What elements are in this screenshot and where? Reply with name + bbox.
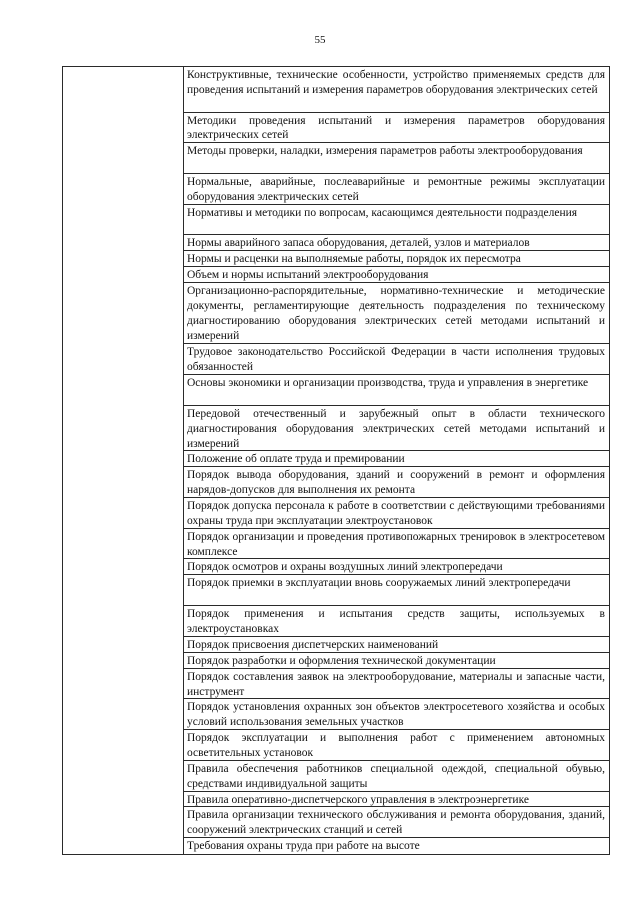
table-row: Правила организации технического обслуживания и ремонта оборудования, зданий, сооружений электрических станций и сетей xyxy=(184,807,609,838)
table-row: Правила оперативно-диспетчерского управления в электроэнергетике xyxy=(184,792,609,808)
table-row: Организационно-распорядительные, нормативно-технические и методические документы, регламентирующие деятельность подразделения по техническому диагностированию оборудования электрических сетей методами испытаний и измерений xyxy=(184,283,609,344)
table-row: Порядок вывода оборудования, зданий и сооружений в ремонт и оформления нарядов-допусков для выполнения их ремонта xyxy=(184,467,609,498)
table-row: Порядок осмотров и охраны воздушных линий электропередачи xyxy=(184,559,609,575)
table-row: Порядок допуска персонала к работе в соответствии с действующими требованиями охраны труда при эксплуатации электроустановок xyxy=(184,498,609,529)
table-row: Нормальные, аварийные, послеаварийные и ремонтные режимы эксплуатации оборудования электрических сетей xyxy=(184,174,609,205)
table-row: Трудовое законодательство Российской Федерации в части исполнения трудовых обязанностей xyxy=(184,344,609,375)
table-row: Нормы аварийного запаса оборудования, деталей, узлов и материалов xyxy=(184,235,609,251)
table-row: Порядок эксплуатации и выполнения работ с применением автономных осветительных установок xyxy=(184,730,609,761)
table-row: Передовой отечественный и зарубежный опыт в области технического диагностирования оборудования электрических сетей методами испытаний и измерений xyxy=(184,406,609,452)
page-number: 55 xyxy=(314,34,326,46)
table-row: Объем и нормы испытаний электрооборудования xyxy=(184,267,609,283)
table-row: Нормативы и методики по вопросам, касающимся деятельности подразделения xyxy=(184,205,609,236)
table-row: Методики проведения испытаний и измерения параметров оборудования электрических сетей xyxy=(184,113,609,144)
table-row: Порядок применения и испытания средств защиты, используемых в электроустановках xyxy=(184,606,609,637)
table-row: Конструктивные, технические особенности, устройство применяемых средств для проведения испытаний и измерения параметров оборудования электрических сетей xyxy=(184,67,609,113)
table-row: Положение об оплате труда и премировании xyxy=(184,451,609,467)
table-row: Порядок присвоения диспетчерских наименований xyxy=(184,637,609,653)
requirements-table xyxy=(62,66,610,855)
table-row: Порядок организации и проведения противопожарных тренировок в электросетевом комплексе xyxy=(184,529,609,560)
table-row: Порядок разработки и оформления технической документации xyxy=(184,653,609,669)
table-row: Методы проверки, наладки, измерения параметров работы электрооборудования xyxy=(184,143,609,174)
table-row: Порядок составления заявок на электрооборудование, материалы и запасные части, инструмент xyxy=(184,669,609,700)
table-row: Правила обеспечения работников специальной одеждой, специальной обувью, средствами индивидуальной защиты xyxy=(184,761,609,792)
empty-left-column xyxy=(63,67,184,854)
knowledge-list-column xyxy=(184,67,609,854)
table-row: Основы экономики и организации производства, труда и управления в энергетике xyxy=(184,375,609,406)
table-row: Требования охраны труда при работе на высоте xyxy=(187,840,420,853)
table-row: Порядок установления охранных зон объектов электросетевого хозяйства и особых условий использования земельных участков xyxy=(184,699,609,730)
table-row: Нормы и расценки на выполняемые работы, порядок их пересмотра xyxy=(184,251,609,267)
table-row: Порядок приемки в эксплуатации вновь сооружаемых линий электропередачи xyxy=(184,575,609,606)
